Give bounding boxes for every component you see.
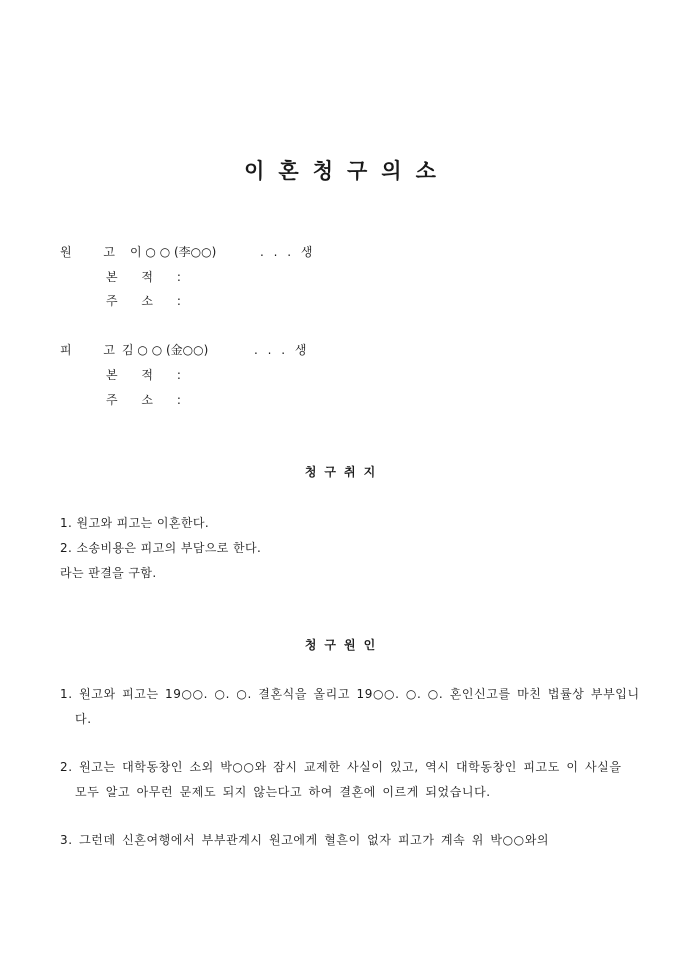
cause-item-text: 원고와 피고는 19○○. ○. ○. 결혼식을 올리고 19○○. ○. ○. 혼인신고를 마친 법률상 부부입니다.	[75, 687, 640, 726]
cause-heading: 청구원인	[304, 638, 384, 652]
defendant-name: 김 ○ ○ (金○○)	[122, 343, 209, 357]
plaintiff-address-label: 주 소 :	[106, 294, 191, 308]
cause-item-1	[60, 682, 640, 732]
cause-item-number: 3.	[60, 833, 80, 847]
plaintiff-name: 이 ○ ○ (李○○)	[130, 245, 217, 259]
defendant-birth: . . . 생	[254, 343, 310, 357]
claim-item: 2. 소송비용은 피고의 부담으로 한다.	[60, 541, 262, 555]
cause-item-text: 원고는 대학동창인 소외 박○○와 잠시 교제한 사실이 있고, 역시 대학동창인 피고도 이 사실을 모두 알고 아무런 문제도 되지 않는다고 하여 결혼에 이르게 되었습니다.	[75, 760, 622, 799]
cause-item-number: 1.	[60, 687, 80, 701]
plaintiff-domicile-label: 본 적 :	[106, 270, 191, 284]
defendant-role-label: 피 고	[60, 343, 129, 357]
defendant-domicile-label: 본 적 :	[106, 368, 191, 382]
plaintiff-birth: . . . 생	[260, 245, 316, 259]
plaintiff-role-label: 원 고	[60, 245, 129, 259]
cause-item-number: 2.	[60, 760, 80, 774]
claim-conclusion: 라는 판결을 구함.	[60, 566, 157, 580]
cause-item-3	[60, 828, 640, 853]
cause-item-text: 그런데 신혼여행에서 부부관계시 원고에게 혈흔이 없자 피고가 계속 위 박○○와의	[79, 833, 550, 847]
document-title: 이혼청구의소	[244, 159, 450, 183]
claim-item: 1. 원고와 피고는 이혼한다.	[60, 516, 210, 530]
defendant-address-label: 주 소 :	[106, 393, 191, 407]
claim-heading: 청구취지	[304, 465, 384, 479]
cause-item-2	[60, 755, 640, 805]
